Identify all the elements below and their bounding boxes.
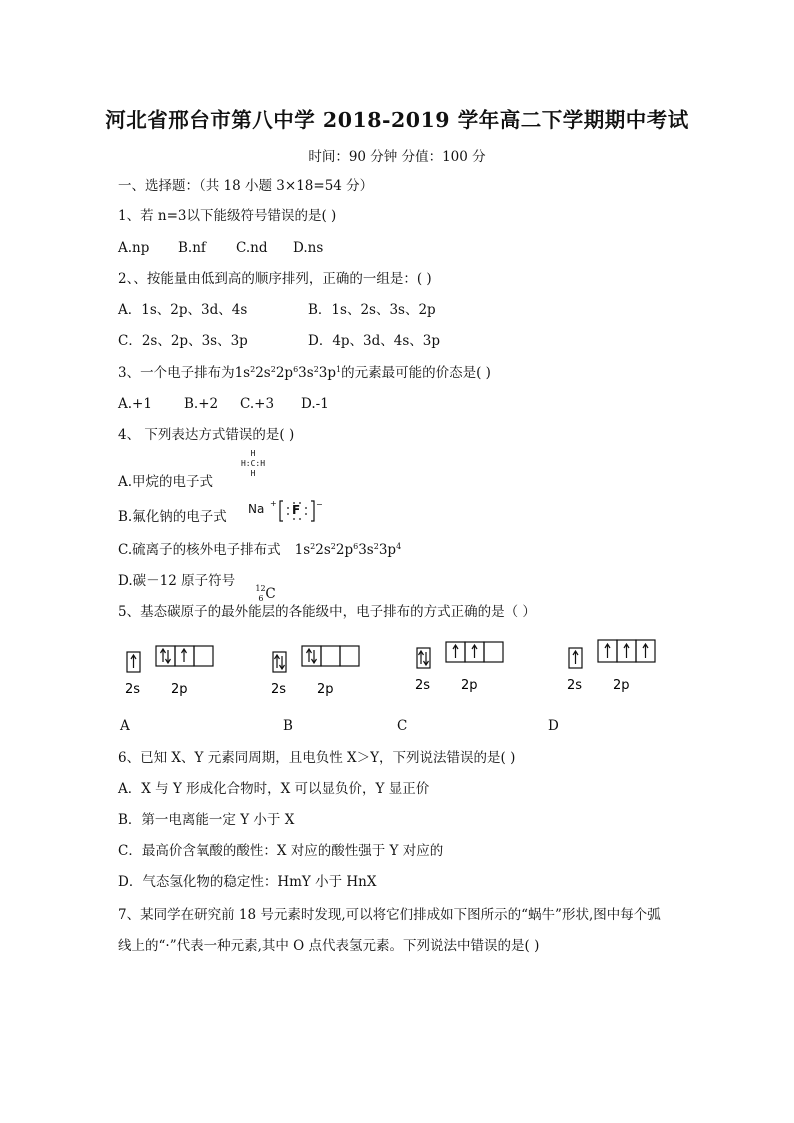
orbital-d-2s-label: 2s [567,678,583,693]
orbital-a-2s-label: 2s [125,682,141,697]
q3-stem-prefix: 3、一个电子排布为 [118,365,235,381]
q1-option-c: C.nd [236,240,268,256]
q6-option-d: D．气态氢化物的稳定性：HmY 小于 HnX [118,874,377,890]
orbital-b-2s-label: 2s [271,682,287,697]
q5-option-d: D [548,718,559,734]
q2-option-a: A．1s、2p、3d、4s [118,302,248,318]
q3-stem-suffix: 的元素最可能的价态是( ) [341,365,491,381]
methane-electron-formula [232,449,274,479]
sulfide-electron-config: $1s^22s^22p^63s^23p^4$ [294,542,402,558]
q6-option-c: C．最高价含氧酸的酸性：X 对应的酸性强于 Y 对应的 [118,843,444,859]
question-1-stem: 1、若 n=3以下能级符号错误的是( ) [118,208,337,224]
q4-option-d-label: D.碳－12 原子符号 [118,573,236,589]
q5-option-c: C [397,718,408,734]
carbon-mass-number: 12 [255,584,266,593]
orbital-c-2s-label: 2s [415,678,431,693]
naf-fluorine: F [292,503,301,517]
question-7-line-1: 7、某同学在研究前 18 号元素时发现,可以将它们排成如下图所示的“蜗牛”形状,图中每个弧 [118,907,661,923]
methane-h-bottom: H [250,469,256,478]
q6-option-b: B．第一电离能一定 Y 小于 X [118,812,295,828]
exam-page: 河北省邢台市第八中学 2018-2019 学年高二下学期期中考试 时间：90 分钟 分值：100 分 一、选择题：（共 18 小题 3×18=54 分） 1、若 n=3以下能级符号错误的是( ) A.np B.nf C.nd D.ns 2、、按能量由低到高的顺序排列，正确的一组是：( ) A．1s、2p、3d、4s B．1s、2s、3s、2p C．2s、2p、3s、3p D．4p、3d、4s、3p 3、一个电子排布为$1s^22s^22p^63s^23p^1$的元素最可能的价态是( ) A.+1 B.+2 C.+3 D.-1 4、 下列表达方式错误的是( ) A.甲烷的电子式 H H:C:H H B.氟化钠的电子式 Na + − F C.硫离子的核外电子排布式 $1s^22s^22p^63s^23p^4$ D.碳－12 原子符号 12 6 C 5、基态碳原子的最外能层的各能级中，电子排布的方式正确的是（ ） 2s 2p 2s 2p 2s 2p 2s 2p A B C D 6、已知 X、Y 元素同周期，且电负性 X＞Y，下列说法错误的是( ) A．X 与 Y 形成化合物时，X 可以显负价，Y 显正价 B．第一电离能一定 Y 小于 X C．最高价含氧酸的酸性：X 对应的酸性强于 Y 对应的 D．气态氢化物的稳定性：HmY 小于 HnX 7、某同学在研究前 18 号元素时发现,可以将它们排成如下图所示的“蜗牛”形状,图中每个弧 线上的“·”代表一种元素,其中 O 点代表氢元素。下列说法中错误的是( ) [0,0,794,1123]
orbital-diagram-b [266,640,376,700]
carbon-element: C [265,586,276,602]
section-heading: 一、选择题：（共 18 小题 3×18=54 分） [118,178,374,194]
question-2-stem: 2、、按能量由低到高的顺序排列，正确的一组是：( ) [118,271,432,287]
question-5-stem: 5、基态碳原子的最外能层的各能级中，电子排布的方式正确的是（ ） [118,604,536,620]
exam-info: 时间：90 分钟 分值：100 分 [308,149,486,165]
q3-option-d: D.-1 [301,396,329,412]
q3-option-b: B.+2 [184,396,219,412]
methane-center: H:C:H [240,459,266,468]
carbon-atomic-number: 6 [258,594,264,603]
q3-option-c: C.+3 [240,396,275,412]
q3-electron-config: $1s^22s^22p^63s^23p^1$ [234,365,342,381]
orbital-a-2p-label: 2p [171,682,188,697]
question-3-stem [118,364,491,382]
q6-option-a: A．X 与 Y 形成化合物时，X 可以显负价，Y 显正价 [118,781,430,797]
q1-option-d: D.ns [293,240,324,256]
orbital-diagram-d [562,634,672,694]
q2-option-b: B．1s、2s、3s、2p [308,302,436,318]
orbital-b-2p-label: 2p [317,682,334,697]
q4-option-d [118,572,281,603]
q4-option-b: B.氟化钠的电子式 [118,509,227,525]
q4-option-a: A.甲烷的电子式 [118,474,214,490]
question-4-stem: 4、 下列表达方式错误的是( ) [118,427,295,443]
q5-option-b: B [283,718,293,734]
q4-option-c-label: C.硫离子的核外电子排布式 [118,542,281,558]
q2-option-d: D．4p、3d、4s、3p [308,333,441,349]
question-7-line-2: 线上的“·”代表一种元素,其中 O 点代表氢元素。下列说法中错误的是( ) [118,938,540,954]
orbital-d-2p-label: 2p [613,678,630,693]
q2-option-c: C．2s、2p、3s、3p [118,333,248,349]
q4-option-c [118,541,401,559]
q1-option-b: B.nf [178,240,206,256]
naf-sodium: Na [248,502,265,516]
page-title: 河北省邢台市第八中学 2018-2019 学年高二下学期期中考试 [105,108,689,132]
question-6-stem: 6、已知 X、Y 元素同周期，且电负性 X＞Y，下列说法错误的是( ) [118,750,516,766]
q5-option-a: A [120,718,130,734]
orbital-c-2p-label: 2p [461,678,478,693]
svg-text:−: − [316,500,323,509]
orbital-diagram-c [410,636,520,696]
orbital-diagram-a [120,640,230,700]
methane-h-top: H [250,449,256,458]
q1-option-a: A.np [118,240,150,256]
q3-option-a: A.+1 [118,396,152,412]
